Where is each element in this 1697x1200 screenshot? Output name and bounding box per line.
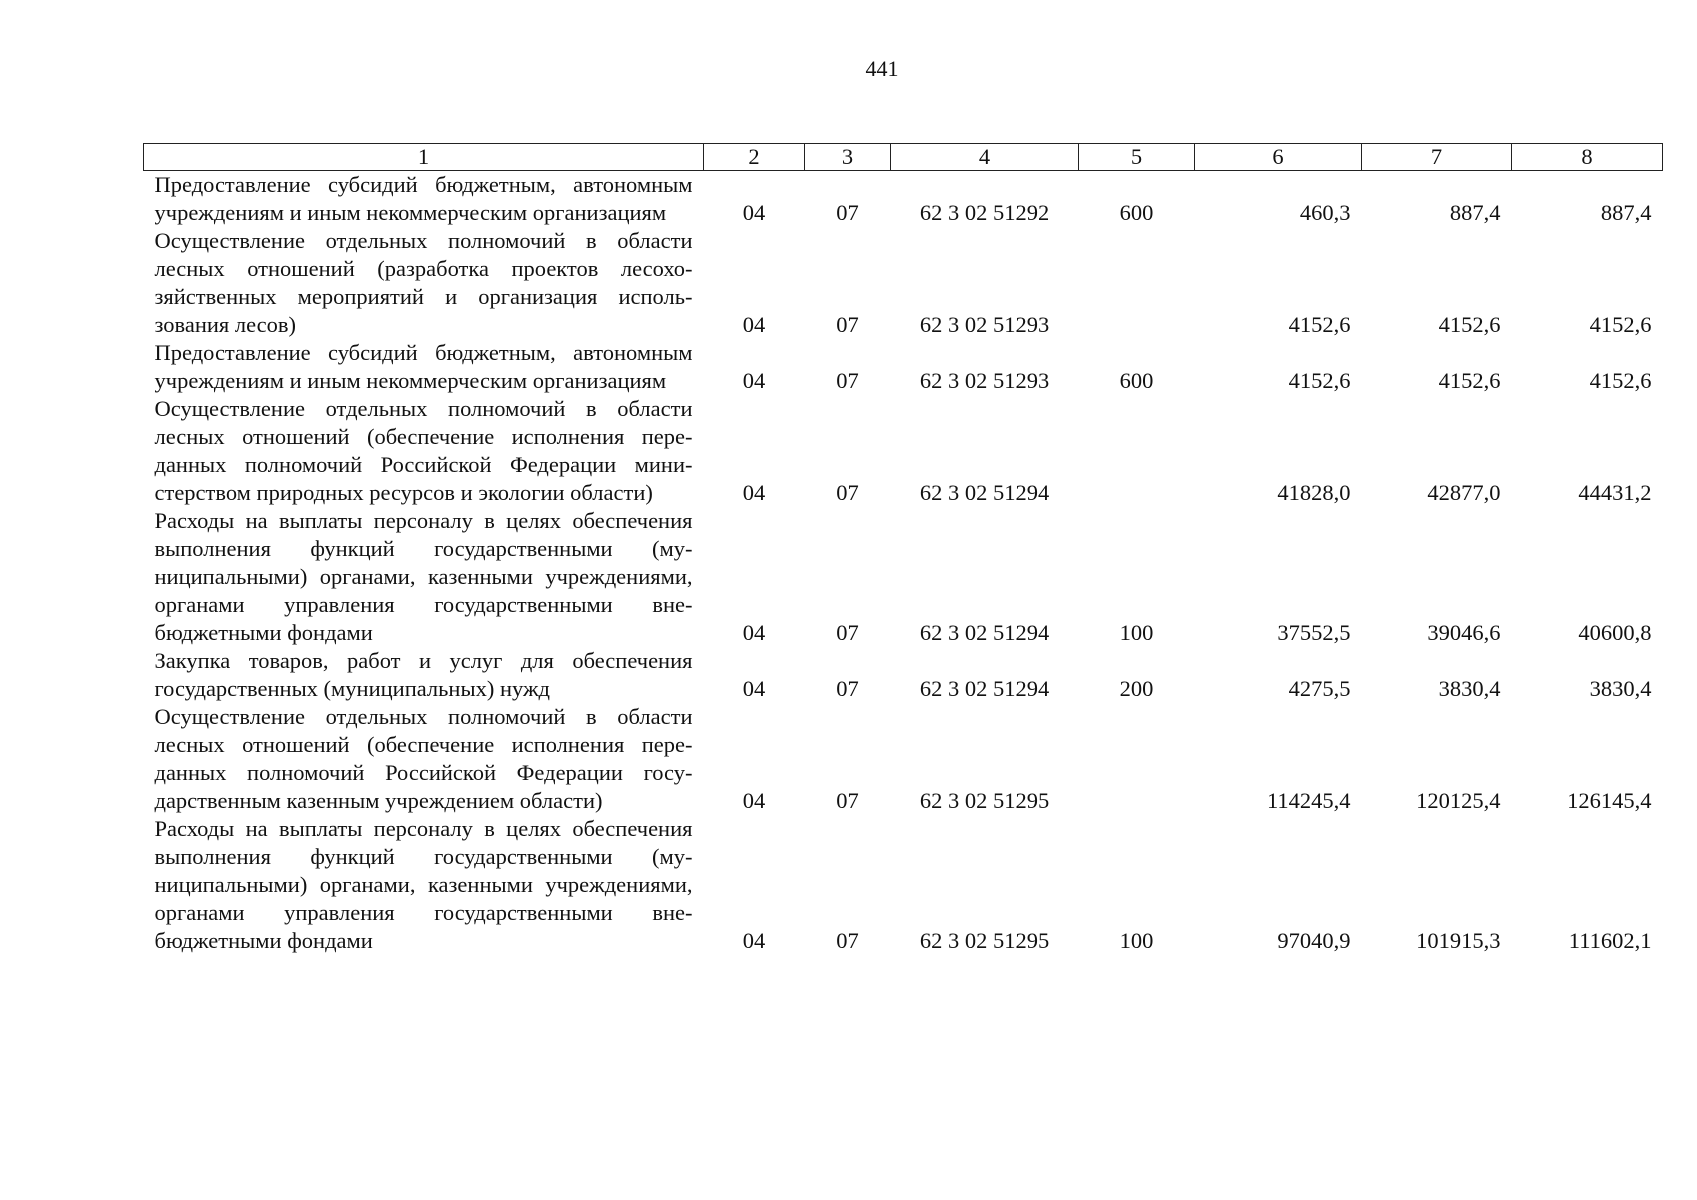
cell-expense-type [1079, 703, 1195, 815]
table-row [144, 703, 1663, 815]
cell-amount-year2: 4152,6 [1438, 368, 1501, 393]
cell-section: 04 [742, 676, 766, 701]
cell-target-article: 62 3 02 51294 [919, 620, 1050, 645]
row-description: Расходы на выплаты персоналу в целях обеспечения выполнения функций государственными (муниципальными) органами, казенными учреждениями, органами управления государственными внебюджетными фондами [154, 508, 693, 645]
cell-amount-year1: 114245,4 [1266, 788, 1351, 813]
cell-target-article: 62 3 02 51292 [919, 200, 1050, 225]
cell-amount-year3: 126145,4 [1567, 788, 1652, 813]
cell-target-article: 62 3 02 51293 [919, 312, 1050, 337]
cell-subsection: 07 [836, 312, 859, 337]
cell-amount-year2: 3830,4 [1438, 676, 1501, 701]
cell-section: 04 [742, 928, 766, 953]
column-header: 1 [144, 144, 704, 171]
cell-amount-year2: 887,4 [1449, 200, 1501, 225]
cell-amount-year3: 3830,4 [1589, 676, 1652, 701]
cell-expense-type: 100 [1119, 928, 1154, 953]
cell-amount-year1: 460,3 [1299, 200, 1351, 225]
cell-subsection: 07 [836, 480, 859, 505]
column-header: 6 [1195, 144, 1362, 171]
cell-amount-year2: 42877,0 [1427, 480, 1501, 505]
cell-amount-year1: 4275,5 [1288, 676, 1351, 701]
cell-section: 04 [742, 312, 766, 337]
budget-table [143, 143, 1663, 955]
header-row [144, 144, 1663, 171]
row-description: Закупка товаров, работ и услуг для обеспечения государственных (муниципальных) нужд [154, 648, 693, 701]
cell-amount-year3: 4152,6 [1589, 312, 1652, 337]
cell-amount-year3: 887,4 [1600, 200, 1652, 225]
row-description: Осуществление отдельных полномочий в области лесных отношений (обеспечение исполнения переданных полномочий Российской Федерации государственным казенным учреждением области) [154, 704, 693, 813]
cell-expense-type [1079, 395, 1195, 507]
cell-amount-year2: 4152,6 [1438, 312, 1501, 337]
column-header: 3 [805, 144, 891, 171]
column-header: 5 [1079, 144, 1195, 171]
cell-amount-year1: 4152,6 [1288, 312, 1351, 337]
column-header: 7 [1362, 144, 1512, 171]
cell-target-article: 62 3 02 51294 [919, 676, 1050, 701]
cell-subsection: 07 [836, 928, 859, 953]
column-header: 4 [891, 144, 1079, 171]
table-header [144, 144, 1663, 171]
row-description: Расходы на выплаты персоналу в целях обеспечения выполнения функций государственными (муниципальными) органами, казенными учреждениями, органами управления государственными внебюджетными фондами [154, 816, 693, 953]
cell-target-article: 62 3 02 51295 [919, 928, 1050, 953]
row-description: Осуществление отдельных полномочий в области лесных отношений (обеспечение исполнения переданных полномочий Российской Федерации министерством природных ресурсов и экологии области) [154, 396, 693, 505]
row-description: Предоставление субсидий бюджетным, автономным учреждениям и иным некоммерческим организациям [154, 172, 693, 225]
table-row [144, 647, 1663, 703]
cell-expense-type: 600 [1119, 368, 1154, 393]
cell-expense-type: 100 [1119, 620, 1154, 645]
cell-amount-year2: 39046,6 [1427, 620, 1501, 645]
table-body [144, 171, 1663, 956]
cell-target-article: 62 3 02 51293 [919, 368, 1050, 393]
cell-amount-year1: 97040,9 [1277, 928, 1351, 953]
cell-target-article: 62 3 02 51294 [919, 480, 1050, 505]
cell-subsection: 07 [836, 368, 859, 393]
table-row [144, 815, 1663, 955]
cell-amount-year3: 44431,2 [1578, 480, 1652, 505]
cell-amount-year2: 101915,3 [1416, 928, 1501, 953]
cell-amount-year1: 37552,5 [1277, 620, 1351, 645]
cell-section: 04 [742, 620, 766, 645]
cell-section: 04 [742, 368, 766, 393]
cell-subsection: 07 [836, 788, 859, 813]
cell-amount-year1: 4152,6 [1288, 368, 1351, 393]
cell-subsection: 07 [836, 200, 859, 225]
cell-target-article: 62 3 02 51295 [919, 788, 1050, 813]
cell-expense-type [1079, 227, 1195, 339]
table-row [144, 171, 1663, 228]
column-header: 2 [704, 144, 805, 171]
cell-expense-type: 600 [1119, 200, 1154, 225]
column-header: 8 [1512, 144, 1663, 171]
row-description: Осуществление отдельных полномочий в области лесных отношений (разработка проектов лесохозяйственных мероприятий и организация использования лесов) [154, 228, 693, 337]
table-row [144, 395, 1663, 507]
cell-section: 04 [742, 200, 766, 225]
cell-section: 04 [742, 788, 766, 813]
table-row [144, 507, 1663, 647]
cell-amount-year3: 40600,8 [1578, 620, 1652, 645]
cell-expense-type: 200 [1119, 676, 1154, 701]
cell-amount-year1: 41828,0 [1277, 480, 1351, 505]
cell-amount-year2: 120125,4 [1416, 788, 1501, 813]
cell-amount-year3: 4152,6 [1589, 368, 1652, 393]
row-description: Предоставление субсидий бюджетным, автономным учреждениям и иным некоммерческим организациям [154, 340, 693, 393]
cell-subsection: 07 [836, 676, 859, 701]
cell-section: 04 [742, 480, 766, 505]
page-number: 441 [865, 56, 899, 81]
table-row [144, 227, 1663, 339]
cell-amount-year3: 111602,1 [1568, 928, 1652, 953]
table-row [144, 339, 1663, 395]
cell-subsection: 07 [836, 620, 859, 645]
